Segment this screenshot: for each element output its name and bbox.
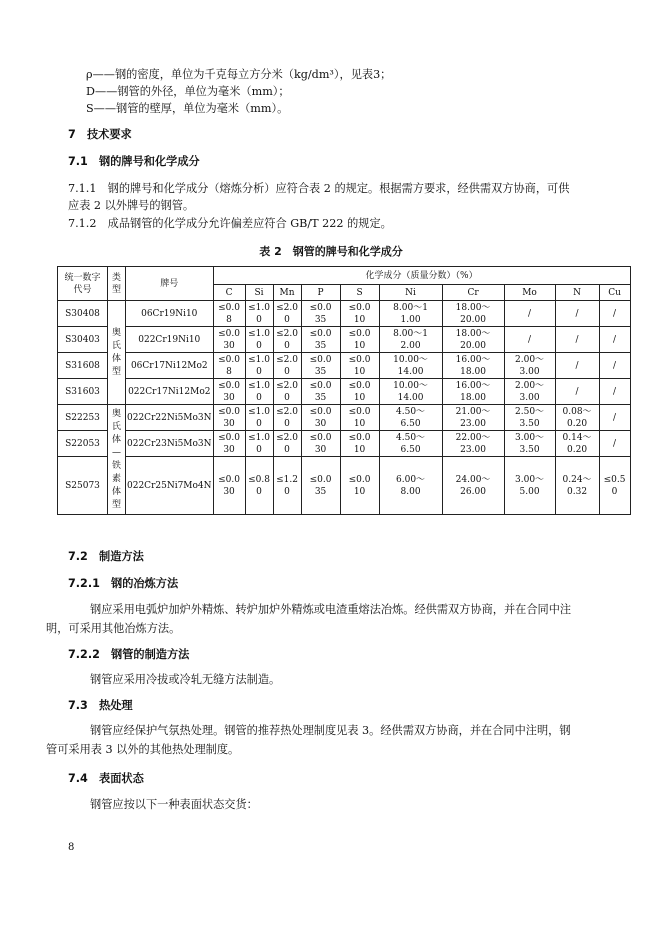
cell-si: ≤1.00 xyxy=(245,301,273,327)
cell-mo: / xyxy=(504,301,555,327)
cell-si: ≤1.00 xyxy=(245,431,273,457)
row-code: S22053 xyxy=(58,431,108,457)
cell-cr: 18.00～20.00 xyxy=(442,327,504,353)
header-element: Mo xyxy=(504,285,555,301)
cell-cu: / xyxy=(599,301,630,327)
cell-si: ≤1.00 xyxy=(245,405,273,431)
row-code: S31603 xyxy=(58,379,108,405)
cell-mo: 3.00～5.00 xyxy=(504,457,555,515)
row-code: S25073 xyxy=(58,457,108,515)
table-row xyxy=(58,431,631,457)
cell-p: ≤0.035 xyxy=(301,327,340,353)
row-code: S30408 xyxy=(58,301,108,327)
table-row xyxy=(58,353,631,379)
cell-si: ≤1.00 xyxy=(245,379,273,405)
clause-7-4-text: 钢管应按以下一种表面状态交货： xyxy=(90,798,258,811)
cell-p: ≤0.030 xyxy=(301,431,340,457)
cell-c: ≤0.030 xyxy=(213,405,245,431)
row-type: 奥氏体型 xyxy=(108,301,126,405)
clause-7-2-2-text: 钢管应采用冷拔或冷轧无缝方法制造。 xyxy=(90,673,281,686)
cell-s: ≤0.010 xyxy=(340,457,379,515)
cell-s: ≤0.010 xyxy=(340,327,379,353)
cell-mn: ≤2.00 xyxy=(273,431,301,457)
section-7-2-2-heading: 7.2.2 钢管的制造方法 xyxy=(68,648,190,661)
cell-cu: / xyxy=(599,379,630,405)
cell-cu: / xyxy=(599,353,630,379)
definition-s: S——钢管的壁厚，单位为毫米（mm）。 xyxy=(86,102,289,115)
cell-c: ≤0.030 xyxy=(213,327,245,353)
cell-n: 0.14～0.20 xyxy=(555,431,599,457)
header-type: 类型 xyxy=(108,267,126,301)
cell-ni: 4.50～6.50 xyxy=(379,405,442,431)
header-code: 统一数字代号 xyxy=(58,267,108,301)
cell-mn: ≤2.00 xyxy=(273,379,301,405)
table-row xyxy=(58,405,631,431)
section-7-3-heading: 7.3 热处理 xyxy=(68,699,133,712)
section-7-1-heading: 7.1 钢的牌号和化学成分 xyxy=(68,155,200,168)
cell-cr: 22.00～23.00 xyxy=(442,431,504,457)
cell-p: ≤0.035 xyxy=(301,301,340,327)
cell-c: ≤0.030 xyxy=(213,457,245,515)
section-7-2-1-heading: 7.2.1 钢的冶炼方法 xyxy=(68,577,179,590)
cell-cu: ≤0.50 xyxy=(599,457,630,515)
cell-p: ≤0.035 xyxy=(301,379,340,405)
row-grade: 022Cr17Ni12Mo2 xyxy=(126,379,214,405)
row-code: S22253 xyxy=(58,405,108,431)
header-element: C xyxy=(213,285,245,301)
clause-7-2-1-text: 钢应采用电弧炉加炉外精炼、转炉加炉外精炼或电渣重熔法冶炼。经供需双方协商，并在合同中注 明，可采用其他冶炼方法。 xyxy=(46,603,572,635)
cell-mn: ≤1.20 xyxy=(273,457,301,515)
cell-cu: / xyxy=(599,431,630,457)
cell-mn: ≤2.00 xyxy=(273,405,301,431)
header-element: N xyxy=(555,285,599,301)
cell-n: 0.08～0.20 xyxy=(555,405,599,431)
cell-p: ≤0.035 xyxy=(301,457,340,515)
section-7-heading: 7 技术要求 xyxy=(68,128,132,141)
cell-cu: / xyxy=(599,405,630,431)
table-row xyxy=(58,301,631,327)
cell-ni: 6.00～8.00 xyxy=(379,457,442,515)
cell-ni: 10.00～14.00 xyxy=(379,379,442,405)
cell-mn: ≤2.00 xyxy=(273,327,301,353)
cell-c: ≤0.030 xyxy=(213,431,245,457)
cell-s: ≤0.010 xyxy=(340,431,379,457)
cell-mo: 2.00～3.00 xyxy=(504,353,555,379)
cell-n: 0.24～0.32 xyxy=(555,457,599,515)
cell-ni: 8.00～11.00 xyxy=(379,301,442,327)
cell-mo: 3.00～3.50 xyxy=(504,431,555,457)
cell-mo: 2.00～3.00 xyxy=(504,379,555,405)
cell-mo: / xyxy=(504,327,555,353)
chemical-composition-table xyxy=(57,266,631,515)
cell-cr: 24.00～26.00 xyxy=(442,457,504,515)
cell-c: ≤0.08 xyxy=(213,301,245,327)
cell-cr: 16.00～18.00 xyxy=(442,353,504,379)
cell-si: ≤1.00 xyxy=(245,327,273,353)
row-code: S30403 xyxy=(58,327,108,353)
cell-cu: / xyxy=(599,327,630,353)
row-grade: 022Cr19Ni10 xyxy=(126,327,214,353)
table-row xyxy=(58,327,631,353)
row-grade: 022Cr22Ni5Mo3N xyxy=(126,405,214,431)
section-7-2-heading: 7.2 制造方法 xyxy=(68,550,144,563)
section-7-4-heading: 7.4 表面状态 xyxy=(68,772,144,785)
cell-mo: 2.50～3.50 xyxy=(504,405,555,431)
header-element: Ni xyxy=(379,285,442,301)
header-element: S xyxy=(340,285,379,301)
cell-cr: 16.00～18.00 xyxy=(442,379,504,405)
cell-mn: ≤2.00 xyxy=(273,301,301,327)
cell-s: ≤0.010 xyxy=(340,379,379,405)
cell-cr: 18.00～20.00 xyxy=(442,301,504,327)
cell-ni: 4.50～6.50 xyxy=(379,431,442,457)
cell-cr: 21.00～23.00 xyxy=(442,405,504,431)
row-type: 奥氏体—铁素体型 xyxy=(108,405,126,515)
cell-n: / xyxy=(555,301,599,327)
cell-si: ≤1.00 xyxy=(245,353,273,379)
table-row xyxy=(58,379,631,405)
cell-si: ≤0.80 xyxy=(245,457,273,515)
clause-7-1-1-line2: 应表 2 以外牌号的钢管。 xyxy=(68,199,195,212)
definition-d: D——钢管的外径，单位为毫米（mm）； xyxy=(86,85,290,98)
header-element: Cr xyxy=(442,285,504,301)
page-number: 8 xyxy=(68,842,75,853)
clause-7-3-text: 钢管应经保护气氛热处理。钢管的推荐热处理制度见表 3。经供需双方协商，并在合同中注明，钢 管可采用表 3 以外的其他热处理制度。 xyxy=(46,724,571,756)
definition-rho: ρ——钢的密度，单位为千克每立方分米（kg/dm³），见表3； xyxy=(86,68,392,81)
row-grade: 022Cr25Ni7Mo4N xyxy=(126,457,214,515)
row-grade: 06Cr19Ni10 xyxy=(126,301,214,327)
cell-ni: 10.00～14.00 xyxy=(379,353,442,379)
header-chemical: 化学成分（质量分数）（%） xyxy=(213,267,630,285)
header-element: Cu xyxy=(599,285,630,301)
cell-mn: ≤2.00 xyxy=(273,353,301,379)
table-row xyxy=(58,457,631,515)
cell-n: / xyxy=(555,379,599,405)
cell-s: ≤0.010 xyxy=(340,301,379,327)
header-grade: 牌号 xyxy=(126,267,214,301)
cell-p: ≤0.035 xyxy=(301,353,340,379)
cell-c: ≤0.030 xyxy=(213,379,245,405)
row-grade: 022Cr23Ni5Mo3N xyxy=(126,431,214,457)
cell-p: ≤0.030 xyxy=(301,405,340,431)
header-element: Si xyxy=(245,285,273,301)
table-caption: 表 2 钢管的牌号和化学成分 xyxy=(259,245,403,258)
clause-7-1-1-line1: 7.1.1 钢的牌号和化学成分（熔炼分析）应符合表 2 的规定。根据需方要求，经供需双方协商，可供 xyxy=(68,182,570,195)
cell-n: / xyxy=(555,327,599,353)
cell-s: ≤0.010 xyxy=(340,353,379,379)
clause-7-1-2: 7.1.2 成品钢管的化学成分允许偏差应符合 GB/T 222 的规定。 xyxy=(68,217,392,230)
header-element: P xyxy=(301,285,340,301)
row-grade: 06Cr17Ni12Mo2 xyxy=(126,353,214,379)
cell-ni: 8.00～12.00 xyxy=(379,327,442,353)
header-element: Mn xyxy=(273,285,301,301)
cell-s: ≤0.010 xyxy=(340,405,379,431)
cell-n: / xyxy=(555,353,599,379)
cell-c: ≤0.08 xyxy=(213,353,245,379)
row-code: S31608 xyxy=(58,353,108,379)
